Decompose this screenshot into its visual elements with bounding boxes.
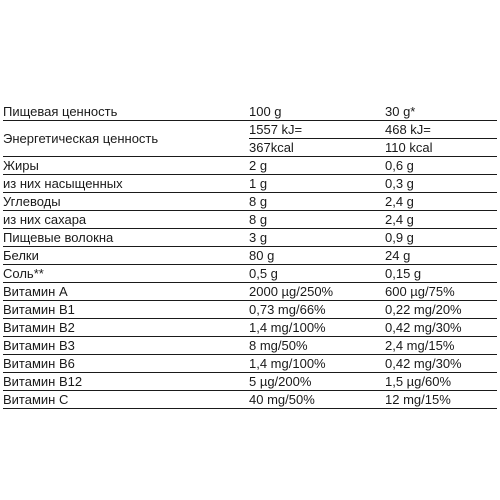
table-row (3, 247, 497, 265)
energy-per-30g-kcal: 110 kcal (385, 140, 433, 155)
value-per-30g: 0,22 mg/20% (385, 301, 497, 319)
value-per-100g: 0,5 g (249, 265, 385, 283)
value-per-30g: 2,4 g (385, 211, 497, 229)
value-per-30g: 0,3 g (385, 175, 497, 193)
value-per-30g: 1,5 µg/60% (385, 373, 497, 391)
value-per-100g: 80 g (249, 247, 385, 265)
value-per-100g: 40 mg/50% (249, 391, 385, 409)
value-per-30g: 24 g (385, 247, 497, 265)
nutrient-name: Витамин В1 (3, 301, 249, 319)
table-row (3, 175, 497, 193)
nutrient-name: Витамин В12 (3, 373, 249, 391)
value-per-30g: 2,4 g (385, 193, 497, 211)
value-per-30g: 0,6 g (385, 157, 497, 175)
nutrient-name: Витамин В6 (3, 355, 249, 373)
nutrition-table (3, 103, 497, 409)
nutrient-name: Соль** (3, 265, 249, 283)
table-row (3, 157, 497, 175)
energy-per-100g-kcal: 367kcal (249, 140, 294, 155)
value-per-100g: 1 g (249, 175, 385, 193)
value-per-100g: 2000 µg/250% (249, 283, 385, 301)
value-per-30g: 600 µg/75% (385, 283, 497, 301)
header-per-30g: 30 g* (385, 103, 497, 121)
value-per-100g: 8 g (249, 193, 385, 211)
table-row (3, 283, 497, 301)
nutrient-name: Витамин С (3, 391, 249, 409)
header-per-100g: 100 g (249, 103, 385, 121)
value-per-30g: 0,42 mg/30% (385, 319, 497, 337)
energy-per-30g-kj: 468 kJ= (385, 121, 497, 139)
value-per-30g: 0,9 g (385, 229, 497, 247)
table-header-row (3, 103, 497, 121)
nutrient-name: из них сахара (3, 211, 249, 229)
header-nutrient-label: Пищевая ценность (3, 103, 249, 121)
energy-per-100g-kj: 1557 kJ= (249, 121, 385, 139)
nutrient-name: Жиры (3, 157, 249, 175)
value-per-100g: 8 mg/50% (249, 337, 385, 355)
value-per-30g: 2,4 mg/15% (385, 337, 497, 355)
table-row (3, 193, 497, 211)
energy-row (3, 121, 497, 157)
nutrient-name: из них насыщенных (3, 175, 249, 193)
energy-label: Энергетическая ценность (3, 121, 249, 157)
value-per-100g: 0,73 mg/66% (249, 301, 385, 319)
table-row (3, 373, 497, 391)
nutrient-name: Витамин А (3, 283, 249, 301)
table-row (3, 391, 497, 409)
value-per-100g: 3 g (249, 229, 385, 247)
nutrient-name: Пищевые волокна (3, 229, 249, 247)
nutrition-table-body (3, 103, 497, 409)
value-per-30g: 0,42 mg/30% (385, 355, 497, 373)
value-per-100g: 8 g (249, 211, 385, 229)
value-per-30g: 0,15 g (385, 265, 497, 283)
table-row (3, 319, 497, 337)
nutrient-name: Витамин В3 (3, 337, 249, 355)
table-row (3, 265, 497, 283)
value-per-100g: 5 µg/200% (249, 373, 385, 391)
table-row (3, 229, 497, 247)
nutrient-name: Белки (3, 247, 249, 265)
nutrient-name: Витамин В2 (3, 319, 249, 337)
table-row (3, 355, 497, 373)
table-row (3, 211, 497, 229)
value-per-100g: 1,4 mg/100% (249, 355, 385, 373)
value-per-100g: 1,4 mg/100% (249, 319, 385, 337)
table-row (3, 337, 497, 355)
value-per-100g: 2 g (249, 157, 385, 175)
energy-per-30g-cell (385, 121, 497, 157)
nutrient-name: Углеводы (3, 193, 249, 211)
table-row (3, 301, 497, 319)
energy-per-100g-cell (249, 121, 385, 157)
value-per-30g: 12 mg/15% (385, 391, 497, 409)
